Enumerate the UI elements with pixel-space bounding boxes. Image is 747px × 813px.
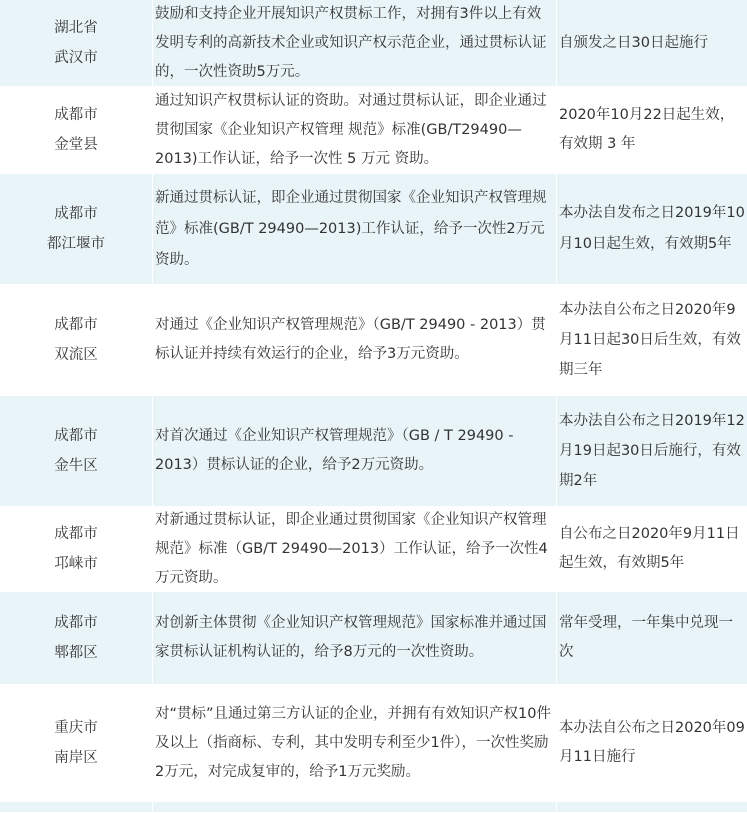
region-cell <box>0 396 153 506</box>
region-district: 金堂县 <box>54 137 98 153</box>
region-city: 成都市 <box>54 317 98 333</box>
table-row <box>0 396 747 507</box>
policy-content: 通过知识产权贯标认证的资助。对通过贯标认证，即企业通过贯彻国家《企业知识产权管理 规范》标准(GB/T29490—2013)工作认证，给予一次性 5 万元 资助。 <box>153 87 557 173</box>
region-cell <box>0 592 153 684</box>
region-city: 重庆市 <box>54 720 98 736</box>
region-district: 都江堰市 <box>47 236 105 252</box>
table-row <box>0 507 747 592</box>
region-district: 双流区 <box>54 347 98 363</box>
region-city: 成都市 <box>54 107 98 123</box>
region-district: 金牛区 <box>54 458 98 474</box>
region-cell <box>0 802 153 812</box>
region-district: 邛崃市 <box>54 556 98 572</box>
table-row <box>0 285 747 396</box>
region-cell <box>0 285 153 395</box>
region-district: 郫都区 <box>54 645 98 661</box>
region-city: 成都市 <box>54 206 98 222</box>
effective-period: 常年受理，一年集中兑现一次 <box>559 615 733 660</box>
table-row <box>0 592 747 685</box>
region-city: 成都市 <box>54 615 98 631</box>
effective-period: 本办法自公布之日2020年9月11日起30日后生效，有效期三年 <box>559 302 741 378</box>
table-row-partial <box>0 802 747 813</box>
region-cell <box>0 685 153 801</box>
region-city: 成都市 <box>54 526 98 542</box>
region-cell <box>0 87 153 173</box>
region-cell <box>0 507 153 591</box>
policy-content <box>153 802 557 812</box>
policy-content: 对通过《企业知识产权管理规范》（GB/T 29490 - 2013）贯标认证并持续有效运行的企业，给予3万元资助。 <box>153 285 557 395</box>
effective-period: 自公布之日2020年9月11日起生效，有效期5年 <box>559 526 740 571</box>
effective-period <box>557 802 747 812</box>
region-district: 南岸区 <box>54 750 98 766</box>
policy-content: 对“贯标”且通过第三方认证的企业，并拥有有效知识产权10件及以上（指商标、专利，其中发明专利至少1件），一次性奖励2万元，对完成复审的，给予1万元奖励。 <box>153 685 557 801</box>
policy-content: 对首次通过《企业知识产权管理规范》（GB / T 29490 - 2013）贯标认证的企业，给予2万元资助。 <box>153 396 557 506</box>
table-row <box>0 174 747 285</box>
policy-content: 对创新主体贯彻《企业知识产权管理规范》国家标准并通过国家贯标认证机构认证的，给予8万元的一次性资助。 <box>153 592 557 684</box>
region-cell <box>0 174 153 284</box>
region-city: 湖北省 <box>54 20 98 36</box>
effective-period: 自颁发之日30日起施行 <box>559 34 708 51</box>
effective-period: 本办法自公布之日2020年09月11日施行 <box>559 720 745 765</box>
policy-content: 鼓励和支持企业开展知识产权贯标工作，对拥有3件以上有效发明专利的高新技术企业或知识产权示范企业，通过贯标认证的，一次性资助5万元。 <box>153 0 557 86</box>
effective-period: 本办法自发布之日2019年10月10日起生效，有效期5年 <box>559 205 745 252</box>
policy-content: 对新通过贯标认证，即企业通过贯彻国家《企业知识产权管理规范》标准（GB/T 29490—2013）工作认证，给予一次性4万元资助。 <box>153 507 557 591</box>
table-row <box>0 685 747 802</box>
policy-content: 新通过贯标认证，即企业通过贯彻国家《企业知识产权管理规范》标准(GB/T 29490—2013)工作认证，给予一次性2万元资助。 <box>153 174 557 284</box>
effective-period: 2020年10月22日起生效，有效期 3 年 <box>559 107 735 152</box>
region-city: 成都市 <box>54 428 98 444</box>
table-row <box>0 87 747 174</box>
table-row <box>0 0 747 87</box>
region-district: 武汉市 <box>54 50 98 66</box>
effective-period: 本办法自公布之日2019年12月19日起30日后施行，有效期2年 <box>559 413 745 489</box>
region-cell <box>0 0 153 86</box>
